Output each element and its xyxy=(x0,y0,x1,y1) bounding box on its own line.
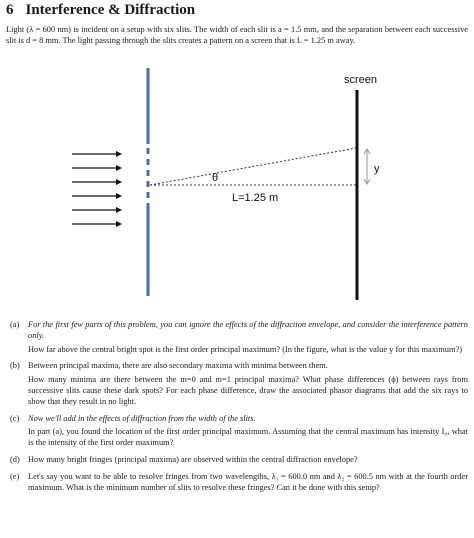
arrowhead-icon xyxy=(116,193,122,199)
angled-ray-line xyxy=(150,148,356,185)
arrowhead-icon xyxy=(116,207,122,213)
question-c xyxy=(6,414,468,449)
question-c-note: Now we'll add in the effects of diffraction from the width of the slits. xyxy=(28,413,256,423)
question-e-label: (e) xyxy=(10,471,20,481)
section-number: 6 xyxy=(6,2,14,18)
question-e xyxy=(6,472,468,494)
question-c-label: (c) xyxy=(10,413,20,423)
section-title: Interference & Diffraction xyxy=(25,2,196,18)
theta-label: θ xyxy=(212,172,219,184)
question-d-text: How many bright fringes (principal maxima) are observed within the central diffraction envelope? xyxy=(28,454,358,464)
question-c-text: In part (a), you found the location of the first order principal maximum. Assuming that the central maximum has intensity I₀, what is the intensity of the first order maximum? xyxy=(28,427,468,448)
section-heading xyxy=(6,2,195,19)
question-a-note: For the first few parts of this problem, you can ignore the effects of the diffraction envelope, and consider the interference pattern only. xyxy=(28,320,468,340)
distance-label: L=1.25 m xyxy=(232,192,279,204)
arrowhead-icon xyxy=(116,165,122,171)
problem-intro xyxy=(6,24,468,46)
arrowhead-icon xyxy=(116,151,122,157)
y-label: y xyxy=(374,163,380,175)
arrowhead-icon xyxy=(116,179,122,185)
question-a xyxy=(6,320,468,355)
question-b-label: (b) xyxy=(10,361,20,371)
question-a-label: (a) xyxy=(10,320,20,329)
question-d-label: (d) xyxy=(10,454,20,464)
question-list xyxy=(6,320,468,499)
slit-diagram xyxy=(0,68,474,313)
question-b-text-2: How many minima are there between the m=0 and m=1 principal maxima? What phase differences (ϕ) between rays from successive slits cause these dark spots? For each phase difference, draw the associated phasor diagrams that add the six rays to show that they result in no light. xyxy=(28,375,468,406)
question-e-text: Let's say you want to be able to resolve fringes from two wavelengths, λ₁ = 600.0 nm and λ₂ = 600.5 nm with at the fourth order maximum. What is the minimum number of slits to resolve these fringes? Can it be done with this setup? xyxy=(28,471,468,492)
screen-label: screen xyxy=(344,74,378,86)
arrowhead-icon xyxy=(116,221,122,227)
question-a-text: How far above the central bright spot is the first order principal maximum? (In the figure, what is the value y for this maximum?) xyxy=(28,344,462,354)
question-b xyxy=(6,361,468,407)
question-d xyxy=(6,455,468,466)
incident-rays xyxy=(72,151,122,227)
question-b-text-1: Between principal maxima, there are also secondary maxima with minima between them. xyxy=(28,361,328,371)
intro-text: Light (λ = 600 nm) is incident on a setup with six slits. The width of each slit is a = 1.5 mm, and the separation between each successive slit is d = 8 mm. The light passing through the slits creates a pattern on a screen that is L = 1.25 m away. xyxy=(6,25,468,45)
y-dimension-arrow xyxy=(364,149,370,184)
